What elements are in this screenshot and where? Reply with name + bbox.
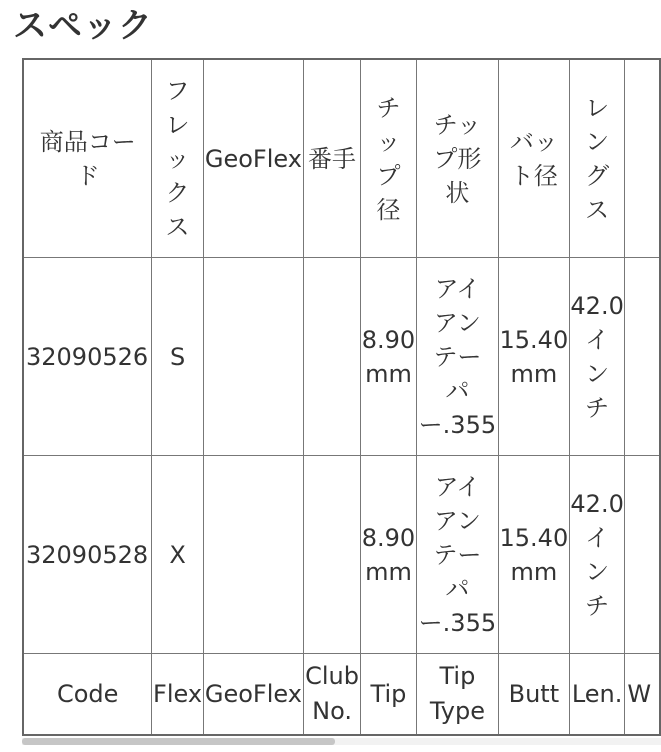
footer-geoflex: GeoFlex (203, 654, 303, 736)
cell-length: 42.0 イ ン チ (569, 456, 624, 654)
spec-table-scroller[interactable] (22, 58, 661, 738)
footer-tip: Tip (360, 654, 416, 736)
footer-length: Len. (569, 654, 624, 736)
footer-tip-type: Tip Type (416, 654, 498, 736)
cell-next (625, 456, 660, 654)
cell-tip: 8.90 mm (360, 258, 416, 456)
spec-table (22, 58, 661, 736)
table-row (23, 456, 660, 654)
header-next (625, 59, 660, 258)
table-header-row (23, 59, 660, 258)
cell-flex: S (152, 258, 203, 456)
footer-next: W (625, 654, 660, 736)
footer-club-no: Club No. (304, 654, 361, 736)
header-club-no: 番手 (304, 59, 361, 258)
header-tip-type: チッ プ形 状 (416, 59, 498, 258)
cell-tip-type: アイ アン テー パ ー.355 (416, 258, 498, 456)
cell-code: 32090528 (23, 456, 152, 654)
footer-flex: Flex (152, 654, 203, 736)
cell-tip: 8.90 mm (360, 456, 416, 654)
cell-geoflex (203, 258, 303, 456)
table-footer-row (23, 654, 660, 736)
cell-flex: X (152, 456, 203, 654)
footer-butt: Butt (498, 654, 569, 736)
header-code: 商品コー ド (23, 59, 152, 258)
header-length: レ ン グ ス (569, 59, 624, 258)
cell-club-no (304, 456, 361, 654)
header-geoflex: GeoFlex (203, 59, 303, 258)
cell-next (625, 258, 660, 456)
horizontal-scrollbar[interactable] (22, 738, 661, 745)
table-row (23, 258, 660, 456)
section-title: スペック (13, 6, 153, 46)
cell-code: 32090526 (23, 258, 152, 456)
cell-club-no (304, 258, 361, 456)
footer-code: Code (23, 654, 152, 736)
header-butt: バッ ト径 (498, 59, 569, 258)
cell-length: 42.0 イ ン チ (569, 258, 624, 456)
cell-butt: 15.40 mm (498, 258, 569, 456)
scrollbar-thumb[interactable] (22, 738, 335, 745)
cell-butt: 15.40 mm (498, 456, 569, 654)
header-tip: チ ッ プ 径 (360, 59, 416, 258)
cell-tip-type: アイ アン テー パ ー.355 (416, 456, 498, 654)
cell-geoflex (203, 456, 303, 654)
header-flex: フ レ ッ ク ス (152, 59, 203, 258)
